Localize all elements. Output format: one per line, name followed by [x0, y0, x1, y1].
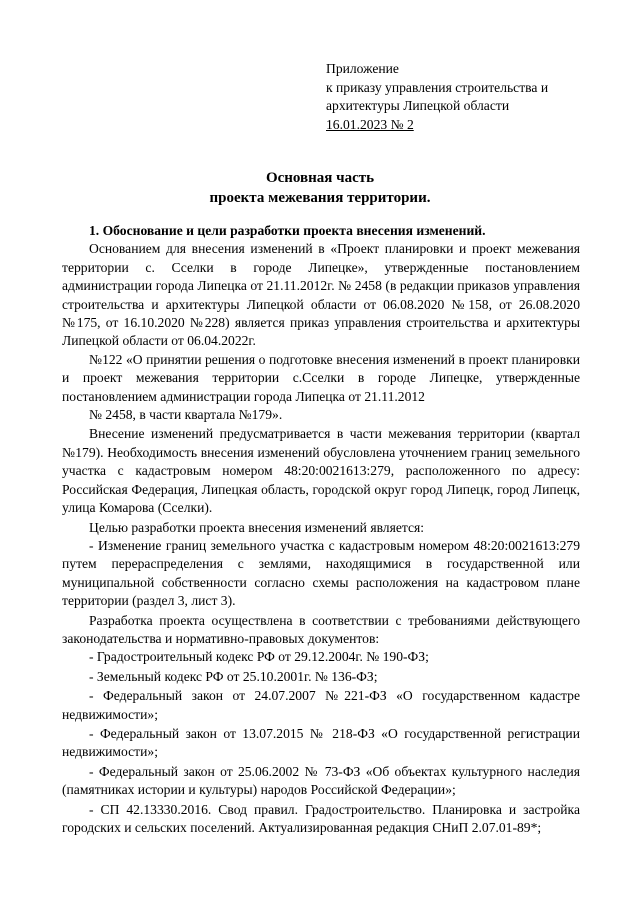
law-item-5: - Федеральный закон от 25.06.2002 № 73-ФЗ «Об объектах культурного наследия (памятниках истории и культуры) народов Российской Федерации»; — [62, 763, 580, 798]
paragraph-changes: Внесение изменений предусматривается в части межевания территории (квартал №179). Необходимость внесения изменений обусловлена уточнением границ земельного участка с кадастровым номером 48:20:0021613:279, расположенного по адресу: Российская Федерация, Липецкая область, городской округ город Липецк, город Липецк, улица Комарова (Сселки). — [62, 426, 580, 516]
paragraph-basis: Основанием для внесения изменений в «Проект планировки и проект межевания территории с. Сселки в городе Липецке», утвержденные постановлением администрации города Липецка от 21.11.2012г. № 2458 (в редакции приказов управления строительства и архитектуры Липецкой области от 06.08.2020 №158, от 26.08.2020 №175, от 16.10.2020 №228) является приказ управления строительства и архитектуры Липецкой области от 06.04.2022г. — [62, 241, 580, 349]
law-item-6: - СП 42.13330.2016. Свод правил. Градостроительство. Планировка и застройка городских и сельских поселений. Актуализированная редакция СНиП 2.07.01-89*; — [62, 801, 580, 835]
appendix-order-line: к приказу управления строительства и — [326, 79, 549, 95]
law-item-3: - Федеральный закон от 24.07.2007 №221-ФЗ «О государственном кадастре недвижимости»; — [62, 688, 580, 722]
paragraph-order: №122 «О принятии решения о подготовке внесения изменений в проект планировки и проект межевания территории с.Сселки в городе Липецке, утвержденные постановлением администрации города Липецка от 21.11.2012 — [62, 351, 580, 404]
section-heading: 1. Обоснование и цели разработки проекта внесения изменений. — [89, 223, 486, 238]
appendix-block — [326, 60, 548, 134]
appendix-title: Приложение — [326, 61, 399, 76]
document-body — [62, 222, 580, 837]
law-item-1: - Градостроительный кодекс РФ от 29.12.2004г. № 190-ФЗ; — [89, 649, 429, 665]
appendix-authority-line: архитектуры Липецкой области — [326, 98, 510, 113]
law-item-4: - Федеральный закон от 13.07.2015 № 218-ФЗ «О государственной регистрации недвижимости»; — [62, 725, 580, 760]
title-line-1: Основная часть — [265, 170, 375, 186]
law-item-2: - Земельный кодекс РФ от 25.10.2001г. № 136-ФЗ; — [89, 668, 378, 684]
paragraph-regulations: Разработка проекта осуществлена в соответствии с требованиями действующего законодательства и нормативно-правовых документов: — [62, 612, 580, 646]
paragraph-goal-item: - Изменение границ земельного участка с кадастровым номером 48:20:0021613:279 путем перераспределения с землями, находящимися в государственной или муниципальной собственности согласно схемы расположения на кадастровом плане территории (раздел 3, лист 3). — [62, 537, 580, 609]
title-line-2: проекта межевания территории. — [209, 190, 431, 206]
document-title — [60, 168, 580, 208]
paragraph-goal: Целью разработки проекта внесения изменений является: — [89, 519, 425, 535]
paragraph-order-continued: № 2458, в части квартала №179». — [89, 407, 283, 423]
appendix-date-number: 16.01.2023 № 2 — [326, 116, 414, 132]
